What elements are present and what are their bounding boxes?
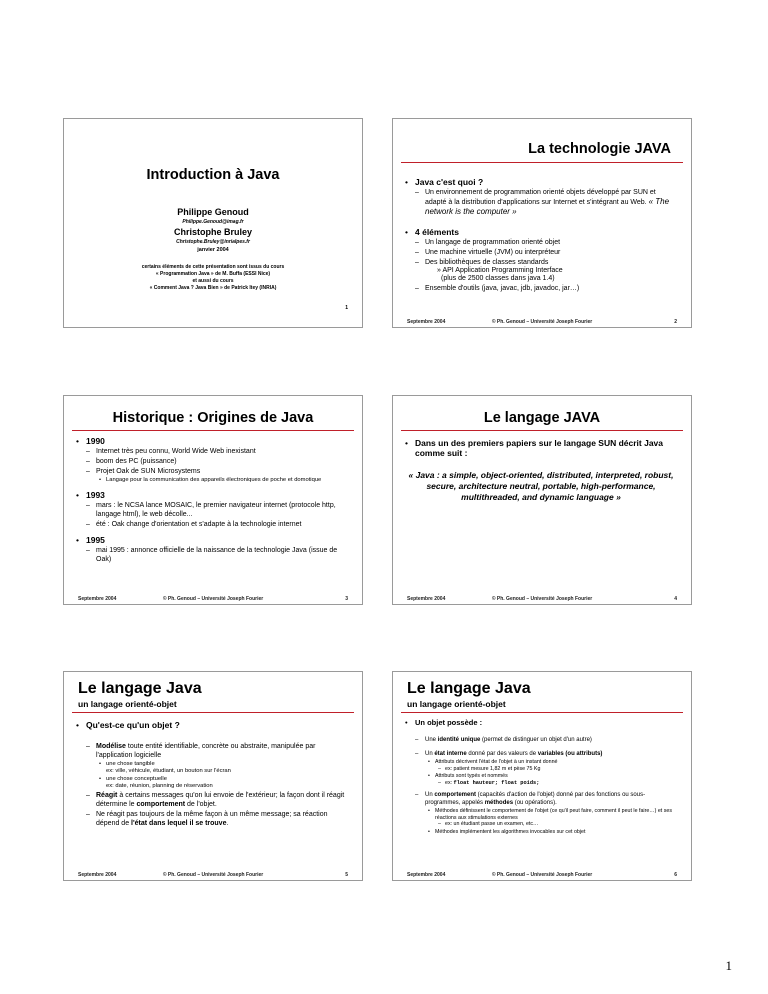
slide-1 — [63, 118, 363, 328]
sub-bullet: – Projet Oak de SUN Microsystems — [74, 467, 350, 476]
footer-copyright: © Ph. Genoud – Université Joseph Fourier — [162, 596, 264, 602]
text: de l'objet. — [185, 801, 217, 808]
text: donné par des valeurs de — [466, 750, 538, 757]
bullet: • Un objet possède : — [403, 718, 679, 727]
footer-copyright: © Ph. Genoud – Université Joseph Fourier — [491, 596, 593, 602]
slide-number: 2 — [674, 319, 677, 325]
author-1: Philippe Genoud — [177, 207, 249, 217]
bold-text: méthodes — [484, 799, 514, 806]
slide-6 — [392, 671, 692, 881]
text: à certains messages qu'on lui envoie de l'extérieur; la façon dont il réagit détermine le — [96, 792, 345, 808]
slide-4 — [392, 395, 692, 605]
sub-bullet — [403, 792, 679, 807]
bullet: • 1995 — [74, 535, 350, 545]
slide-body — [403, 171, 679, 293]
sub-sub-bullet: • Attributs sont typés et nommés — [403, 773, 679, 780]
footer-date: Septembre 2004 — [407, 872, 446, 878]
slide-body — [403, 432, 679, 503]
credit-line: « Programmation Java » de M. Buffa (ESSI Nice) — [155, 271, 271, 277]
sub-bullet: – Une machine virtuelle (JVM) ou interpréteur — [403, 248, 679, 257]
bold-text: variables (ou attributs) — [537, 750, 603, 757]
sub-sub-bullet: • Méthodes définissent le comportement de l'objet (ce qu'il peut faire, comment il peut le faire…) et ses réactions aux stimulations externes — [403, 808, 679, 821]
bullet: • Java c'est quoi ? — [403, 177, 679, 187]
author-2-email: Christophe.Bruley@inrialpes.fr — [176, 239, 250, 245]
text: Un environnement de programmation orienté objets développé par SUN et adapté à la distribution d'applications sur Internet et s'intégrant au Web. — [425, 189, 656, 206]
credits — [64, 264, 362, 292]
text: Une — [425, 737, 438, 743]
sub-bullet: – mai 1995 : annonce officielle de la naissance de la technologie Java (issue de Oak) — [74, 546, 350, 564]
page-number: 1 — [725, 958, 732, 973]
slide-3 — [63, 395, 363, 605]
sub-bullet: – boom des PC (puissance) — [74, 457, 350, 466]
footer-copyright: © Ph. Genoud – Université Joseph Fourier — [491, 319, 593, 325]
sub-bullet: – Des bibliothèques de classes standards — [403, 258, 679, 267]
bullet: • 4 éléments — [403, 227, 679, 237]
sub-bullet — [403, 751, 679, 759]
sub-sub-bullet: • Langage pour la communication des appareils électroniques de poche et domotique — [74, 477, 350, 484]
sub-bullet: – Un langage de programmation orienté objet — [403, 238, 679, 247]
api-line: » API Application Programming Interface — [437, 267, 563, 274]
credit-line: et aussi du cours — [192, 278, 234, 284]
sub-bullet: – Ensemble d'outils (java, javac, jdb, javadoc, jar…) — [403, 284, 679, 293]
bold-text: comportement — [136, 801, 186, 808]
bullet: • 1990 — [74, 436, 350, 446]
credit-line: certains éléments de cette présentation sont issus du cours — [141, 264, 285, 270]
sub-sub-bullet: • une chose conceptuelle — [74, 776, 350, 783]
text: Un — [425, 792, 435, 798]
bullet: • 1993 — [74, 490, 350, 500]
text: . — [226, 820, 229, 827]
title-rule — [401, 430, 683, 431]
sub-sub-bullet: • Méthodes implémentent les algorithmes invocables sur cet objet — [403, 829, 679, 836]
sub-bullet — [74, 742, 350, 760]
text: Ne réagit pas toujours de la même façon à un même message; sa réaction dépend de — [96, 811, 328, 827]
text: (capacités d'action de l'objet) donné par des fonctions ou sous-programmes, appelés — [425, 792, 646, 806]
slide-body — [403, 712, 679, 835]
code: float hauteur; float poids; — [453, 779, 540, 786]
java-quote: « Java : a simple, object-oriented, distributed, interpreted, robust, secure, architecture neutral, portable, high-performance, multithreaded, and dynamic language » — [408, 470, 674, 502]
footer-date: Septembre 2004 — [407, 596, 446, 602]
footer-copyright: © Ph. Genoud – Université Joseph Fourier — [491, 872, 593, 878]
slide-subtitle: un langage orienté-objet — [407, 699, 506, 709]
example: – ex: un étudiant passe un examen, etc… — [403, 821, 679, 828]
slide-title: Introduction à Java — [146, 167, 280, 183]
bold-text: Réagit — [96, 792, 118, 799]
author-1-email: Philippe.Genoud@imag.fr — [182, 219, 244, 225]
sub-sub-bullet: • une chose tangible — [74, 761, 350, 768]
quote: « The network is the computer » — [425, 197, 670, 216]
sub-sub-bullet: • Attributs décrivent l'état de l'objet à un instant donné — [403, 759, 679, 766]
bold-text: comportement — [434, 792, 477, 798]
bold-text: identité unique — [437, 737, 481, 743]
text: (permet de distinguer un objet d'un autre) — [480, 737, 592, 743]
text: ex: — [445, 779, 454, 786]
sub-bullet: – Internet très peu connu, World Wide Web inexistant — [74, 447, 350, 456]
slide-body — [74, 714, 350, 828]
bold-text: l'état dans lequel il se trouve — [131, 820, 227, 827]
slide-number: 4 — [674, 596, 677, 602]
date: janvier 2004 — [197, 247, 229, 253]
slide-title: Le langage Java — [78, 680, 202, 697]
slide-title: La technologie JAVA — [528, 141, 671, 157]
slide-number: 3 — [345, 596, 348, 602]
footer-date: Septembre 2004 — [78, 872, 117, 878]
slide-title: Le langage Java — [407, 680, 531, 697]
slide-body — [74, 430, 350, 564]
text: (ou opérations). — [513, 799, 557, 806]
bullet: • Qu'est-ce qu'un objet ? — [74, 720, 350, 730]
api-line: (plus de 2500 classes dans java 1.4) — [441, 275, 555, 282]
text: Un — [425, 750, 435, 757]
example: ex: ville, véhicule, étudiant, un bouton sur l'écran — [106, 768, 231, 774]
example: ex: date, réunion, planning de réservation — [106, 783, 213, 789]
sub-bullet — [74, 810, 350, 828]
credit-line: « Comment Java ? Java Bien » de Patrick Itey (INRIA) — [149, 285, 277, 291]
sub-bullet — [403, 188, 679, 217]
sub-bullet: – mars : le NCSA lance MOSAIC, le premier navigateur internet (protocole http, langage html), le web décolle... — [74, 501, 350, 519]
bold-text: état interne — [434, 750, 467, 757]
slide-subtitle: un langage orienté-objet — [78, 699, 177, 709]
slide-title: Historique : Origines de Java — [112, 410, 314, 426]
slide-5 — [63, 671, 363, 881]
title-rule — [72, 712, 354, 713]
slide-number: 1 — [345, 305, 348, 311]
text: toute entité identifiable, concrète ou abstraite, manipulée par l'application logicielle — [96, 743, 316, 759]
slide-number: 5 — [345, 872, 348, 878]
footer-date: Septembre 2004 — [78, 596, 117, 602]
slide-title: Le langage JAVA — [483, 410, 601, 426]
sub-bullet — [403, 737, 679, 745]
bold-text: Modélise — [96, 743, 126, 750]
author-2: Christophe Bruley — [173, 227, 252, 237]
slide-2 — [392, 118, 692, 328]
title-rule — [401, 162, 683, 163]
footer-date: Septembre 2004 — [407, 319, 446, 325]
sub-bullet — [74, 791, 350, 809]
footer-copyright: © Ph. Genoud – Université Joseph Fourier — [162, 872, 264, 878]
bullet: • Dans un des premiers papiers sur le langage SUN décrit Java comme suit : — [403, 438, 679, 458]
slide-number: 6 — [674, 872, 677, 878]
example: – ex: patient mesure 1,82 m et pèse 75 Kg — [403, 766, 679, 773]
sub-bullet: – été : Oak change d'orientation et s'adapte à la technologie internet — [74, 520, 350, 529]
example — [403, 780, 679, 787]
